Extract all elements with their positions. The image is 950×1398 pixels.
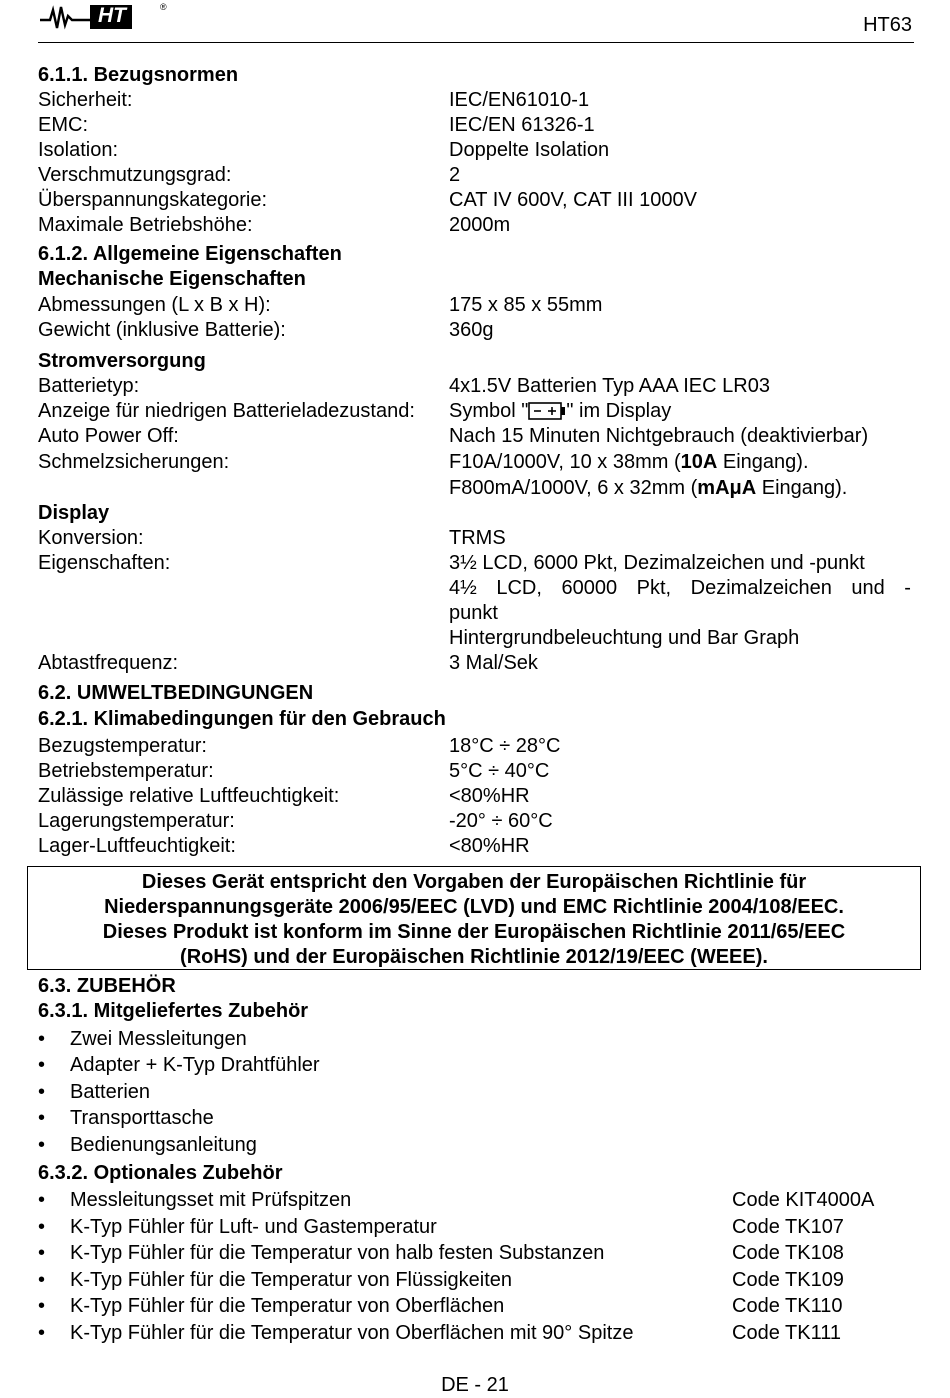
- fuse-mA-value: [449, 476, 847, 501]
- props-line-2: [449, 576, 911, 601]
- spec-label: Batterietyp:: [38, 375, 140, 397]
- spec-value: -20° ÷ 60°C: [449, 810, 553, 832]
- compliance-notice: [27, 866, 921, 970]
- spec-label: Auto Power Off:: [38, 425, 179, 447]
- bullet-icon: •: [38, 1028, 46, 1050]
- text-part: " im Display: [566, 400, 672, 422]
- page-header: [38, 0, 914, 43]
- spec-value: 360g: [449, 319, 494, 341]
- spec-label: Schmelzsicherungen:: [38, 451, 230, 473]
- item-text: Transporttasche: [70, 1107, 214, 1129]
- spec-label: Abmessungen (L x B x H):: [38, 294, 271, 316]
- spec-label: Lagerungstemperatur:: [38, 810, 235, 832]
- bullet-icon: •: [38, 1216, 46, 1238]
- spec-value: TRMS: [449, 527, 506, 549]
- spec-label: Bezugstemperatur:: [38, 735, 207, 757]
- bullet-icon: •: [38, 1242, 46, 1264]
- spec-label: Abtastfrequenz:: [38, 652, 179, 674]
- bullet-icon: •: [38, 1189, 46, 1211]
- spec-label: Überspannungskategorie:: [38, 189, 268, 211]
- notice-line: Dieses Produkt ist konform im Sinne der Europäischen Richtlinie 2011/65/EEC: [102, 921, 846, 943]
- model-name: HT63: [863, 14, 912, 36]
- fuse-10a-value: [449, 450, 809, 475]
- list-item: [38, 1079, 150, 1105]
- spec-label: Eigenschaften:: [38, 552, 171, 574]
- spec-label: Verschmutzungsgrad:: [38, 164, 232, 186]
- spec-value: Doppelte Isolation: [449, 139, 610, 161]
- item-code: Code TK108: [732, 1242, 844, 1264]
- page-number: DE - 21: [441, 1374, 509, 1396]
- low-battery-value: [449, 399, 671, 424]
- mechanical-title: Mechanische Eigenschaften: [38, 268, 306, 290]
- word: 4½: [449, 577, 477, 599]
- display-title: Display: [38, 502, 110, 524]
- spec-value: 2000m: [449, 214, 511, 236]
- section-632-title: 6.3.2. Optionales Zubehör: [38, 1162, 283, 1184]
- spec-value: <80%HR: [449, 785, 530, 807]
- spec-value: Hintergrundbeleuchtung und Bar Graph: [449, 627, 800, 649]
- item-text: K-Typ Fühler für die Temperatur von Flüssigkeiten: [70, 1269, 513, 1291]
- item-code: Code TK109: [732, 1269, 844, 1291]
- word: LCD,: [496, 577, 542, 599]
- spec-value: IEC/EN 61326-1: [449, 114, 595, 136]
- text-part: Eingang).: [756, 477, 848, 499]
- word: -: [904, 577, 911, 599]
- spec-value: <80%HR: [449, 835, 530, 857]
- text-part: Eingang).: [717, 451, 809, 473]
- spec-label: Maximale Betriebshöhe:: [38, 214, 253, 236]
- bullet-icon: •: [38, 1107, 46, 1129]
- section-612-title: 6.1.2. Allgemeine Eigenschaften: [38, 243, 342, 265]
- list-item: [38, 1320, 633, 1346]
- battery-icon: [528, 402, 566, 420]
- list-item: [38, 1187, 351, 1213]
- list-item: [38, 1267, 512, 1293]
- text-part: Symbol ": [449, 400, 529, 422]
- spec-label: Anzeige für niedrigen Batterieladezustand:: [38, 400, 415, 422]
- spec-value: punkt: [449, 602, 498, 624]
- word: und: [851, 577, 885, 599]
- list-item: [38, 1214, 437, 1240]
- section-631-title: 6.3.1. Mitgeliefertes Zubehör: [38, 1000, 309, 1022]
- list-item: [38, 1105, 214, 1131]
- item-text: K-Typ Fühler für die Temperatur von Oberflächen mit 90° Spitze: [70, 1322, 634, 1344]
- bullet-icon: •: [38, 1081, 46, 1103]
- text-bold: mAμA: [697, 477, 757, 499]
- bullet-icon: •: [38, 1134, 46, 1156]
- section-63-title: 6.3. ZUBEHÖR: [38, 975, 176, 997]
- spec-label: EMC:: [38, 114, 88, 136]
- item-text: K-Typ Fühler für die Temperatur von halb festen Substanzen: [70, 1242, 605, 1264]
- spec-label: Isolation:: [38, 139, 119, 161]
- spec-label: Sicherheit:: [38, 89, 133, 111]
- spec-value: Nach 15 Minuten Nichtgebrauch (deaktivierbar): [449, 425, 869, 447]
- spec-value: 175 x 85 x 55mm: [449, 294, 603, 316]
- word: 60000: [561, 577, 618, 599]
- spec-label: Lager-Luftfeuchtigkeit:: [38, 835, 236, 857]
- item-text: Batterien: [70, 1081, 151, 1103]
- item-code: Code KIT4000A: [732, 1189, 875, 1211]
- item-code: Code TK107: [732, 1216, 844, 1238]
- section-621-title: 6.2.1. Klimabedingungen für den Gebrauch: [38, 708, 446, 730]
- item-code: Code TK110: [732, 1295, 843, 1317]
- spec-value: CAT IV 600V, CAT III 1000V: [449, 189, 697, 211]
- item-code: Code TK111: [732, 1322, 841, 1344]
- spec-value: 2: [449, 164, 461, 186]
- section-611-title: 6.1.1. Bezugsnormen: [38, 64, 239, 86]
- notice-line: Niederspannungsgeräte 2006/95/EEC (LVD) und EMC Richtlinie 2004/108/EEC.: [104, 896, 844, 918]
- item-text: Zwei Messleitungen: [70, 1028, 247, 1050]
- spec-value: 5°C ÷ 40°C: [449, 760, 550, 782]
- item-text: Messleitungsset mit Prüfspitzen: [70, 1189, 352, 1211]
- logo-text: HT: [98, 4, 126, 27]
- list-item: [38, 1052, 320, 1078]
- bullet-icon: •: [38, 1269, 46, 1291]
- word: Dezimalzeichen: [690, 577, 832, 599]
- item-text: K-Typ Fühler für die Temperatur von Oberflächen: [70, 1295, 505, 1317]
- list-item: [38, 1026, 247, 1052]
- bullet-icon: •: [38, 1054, 46, 1076]
- notice-line: Dieses Gerät entspricht den Vorgaben der Europäischen Richtlinie für: [141, 871, 807, 893]
- list-item: [38, 1293, 504, 1319]
- spec-label: Betriebstemperatur:: [38, 760, 214, 782]
- bullet-icon: •: [38, 1295, 46, 1317]
- item-text: Adapter + K-Typ Drahtfühler: [70, 1054, 320, 1076]
- text-bold: 10A: [680, 451, 718, 473]
- word: Pkt,: [636, 577, 672, 599]
- notice-line: (RoHS) und der Europäischen Richtlinie 2012/19/EEC (WEEE).: [180, 946, 768, 968]
- item-text: Bedienungsanleitung: [70, 1134, 257, 1156]
- bullet-icon: •: [38, 1322, 46, 1344]
- spec-value: 4x1.5V Batterien Typ AAA IEC LR03: [449, 375, 770, 397]
- text-part: F800mA/1000V, 6 x 32mm (: [449, 477, 698, 499]
- text-part: F10A/1000V, 10 x 38mm (: [449, 451, 681, 473]
- registered-mark: ®: [160, 2, 167, 12]
- spec-value: 3½ LCD, 6000 Pkt, Dezimalzeichen und -punkt: [449, 552, 865, 574]
- spec-value: 3 Mal/Sek: [449, 652, 538, 674]
- power-title: Stromversorgung: [38, 350, 206, 372]
- list-item: [38, 1132, 257, 1158]
- item-text: K-Typ Fühler für Luft- und Gastemperatur: [70, 1216, 437, 1238]
- spec-label: Gewicht (inklusive Batterie):: [38, 319, 286, 341]
- spec-label: Konversion:: [38, 527, 144, 549]
- section-62-title: 6.2. UMWELTBEDINGUNGEN: [38, 682, 314, 704]
- spec-value: 18°C ÷ 28°C: [449, 735, 561, 757]
- list-item: [38, 1240, 604, 1266]
- spec-label: Zulässige relative Luftfeuchtigkeit:: [38, 785, 340, 807]
- spec-value: IEC/EN61010-1: [449, 89, 590, 111]
